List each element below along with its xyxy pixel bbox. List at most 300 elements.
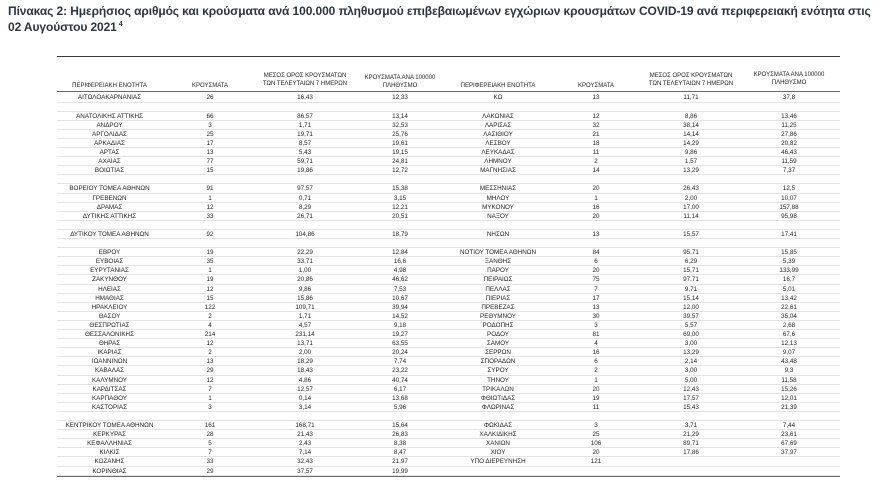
right-rate-cell: 23,61 — [781, 431, 797, 439]
right-rate-cell: 27,86 — [781, 130, 797, 138]
right-rate-cell: 9,07 — [782, 349, 796, 357]
left-cases-cell: 29 — [206, 467, 214, 475]
right-avg7-cell: 15,57 — [683, 230, 699, 238]
right-cases-cell: 2 — [594, 367, 598, 375]
right-cases-cell: 20 — [592, 267, 600, 275]
left-avg7-cell: 37,57 — [297, 467, 313, 475]
right-rate-cell: 37,97 — [781, 449, 797, 457]
left-rate-cell: 24,81 — [392, 158, 408, 166]
left-cases-cell — [162, 103, 258, 112]
left-avg7-cell: 104,86 — [295, 230, 315, 238]
left-avg7-cell: 33,71 — [297, 258, 313, 266]
left-rate-cell: 25,76 — [392, 130, 408, 138]
right-region-cell: ΡΕΘΥΜΝΟΥ — [480, 312, 516, 320]
right-cases-cell: 12 — [592, 112, 600, 120]
left-avg7-cell: 168,71 — [295, 422, 315, 430]
right-region-cell — [448, 412, 548, 421]
right-rate-cell: 7,37 — [782, 167, 796, 175]
right-rate-cell: 5,01 — [782, 285, 796, 293]
left-region-cell: ΑΝΔΡΟΥ — [96, 121, 123, 129]
table-row — [57, 275, 840, 284]
left-rate-cell: 5,96 — [393, 403, 407, 411]
right-rate-cell: 15,26 — [781, 385, 797, 393]
right-region-cell: ΛΑΡΙΣΑΣ — [484, 121, 512, 129]
left-avg7-cell: 0,71 — [298, 194, 312, 202]
right-rate-cell: 9,3 — [784, 367, 794, 375]
right-rate-cell: 12,01 — [781, 394, 797, 402]
right-region-cell: ΛΑΚΩΝΙΑΣ — [482, 112, 514, 120]
right-rate-cell: 11,25 — [781, 121, 797, 129]
right-cases-cell: 18 — [592, 139, 600, 147]
left-rate-cell: 46,62 — [392, 276, 408, 284]
right-region-cell: ΥΠΟ ΔΙΕΡΕΥΝΗΣΗ — [470, 458, 526, 466]
right-region-cell: ΠΕΛΛΑΣ — [485, 285, 511, 293]
right-avg7-cell: 12,43 — [683, 385, 699, 393]
left-cases-cell: 17 — [206, 139, 214, 147]
left-rate-cell: 23,22 — [392, 367, 408, 375]
right-region-cell: ΤΡΙΚΑΛΩΝ — [482, 385, 514, 393]
left-avg7-cell: 8,57 — [298, 139, 312, 147]
left-avg7-cell: 19,86 — [297, 167, 313, 175]
right-rate-cell: 7,44 — [782, 422, 796, 430]
left-rate-cell: 9,18 — [393, 321, 407, 329]
right-avg7-cell — [644, 239, 738, 248]
header-avg7-right-line1: ΜΕΣΟΣ ΟΡΟΣ ΚΡΟΥΣΜΑΤΩΝ — [649, 73, 733, 79]
table-row — [57, 339, 840, 348]
right-avg7-cell: 13,29 — [683, 349, 699, 357]
right-cases-cell: 20 — [592, 185, 600, 193]
right-cases-cell: 17 — [592, 294, 600, 302]
left-avg7-cell: 18,29 — [297, 358, 313, 366]
left-avg7-cell: 15,86 — [297, 294, 313, 302]
left-cases-cell: 91 — [206, 185, 214, 193]
right-rate-cell: 12,13 — [781, 340, 797, 348]
right-avg7-cell: 15,43 — [683, 403, 699, 411]
right-avg7-cell: 97,71 — [683, 276, 699, 284]
right-avg7-cell: 69,00 — [683, 331, 699, 339]
left-rate-cell: 12,21 — [392, 203, 408, 211]
header-avg7-left-line2: ΤΩΝ ΤΕΛΕΥΤΑΙΩΝ 7 ΗΜΕΡΩΝ — [262, 81, 348, 87]
left-rate-cell: 20,24 — [392, 349, 408, 357]
right-rate-cell: 35,04 — [781, 312, 797, 320]
left-region-cell: ΗΡΑΚΛΕΙΟΥ — [91, 303, 128, 311]
right-region-cell: ΛΗΜΝΟΥ — [484, 158, 512, 166]
table-row — [57, 212, 840, 221]
table-row — [57, 403, 840, 412]
right-cases-cell: 3 — [594, 321, 598, 329]
left-region-cell: ΚΕΝΤΡΙΚΟΥ ΤΟΜΕΑ ΑΘΗΝΩΝ — [65, 422, 154, 430]
right-region-cell: ΧΙΟΥ — [490, 449, 506, 457]
table-row — [57, 112, 840, 121]
left-cases-cell: 33 — [206, 458, 214, 466]
right-region-cell: ΠΡΕΒΕΖΑΣ — [481, 303, 515, 311]
table-row — [57, 266, 840, 275]
left-rate-cell: 63,55 — [392, 340, 408, 348]
right-rate-cell: 20,82 — [781, 139, 797, 147]
table-row — [57, 248, 840, 257]
left-avg7-cell — [258, 103, 352, 112]
right-region-cell: ΝΟΤΙΟΥ ΤΟΜΕΑ ΑΘΗΝΩΝ — [459, 249, 537, 257]
right-cases-cell: 16 — [592, 349, 600, 357]
table-row — [57, 467, 840, 476]
left-rate-cell: 13,14 — [392, 112, 408, 120]
table-row — [57, 457, 840, 466]
table-row — [57, 166, 840, 175]
right-region-cell: ΣΥΡΟΥ — [487, 367, 509, 375]
right-avg7-cell — [644, 175, 738, 184]
left-avg7-cell: 19,71 — [297, 130, 313, 138]
right-region-cell: ΣΠΟΡΑΔΩΝ — [480, 358, 516, 366]
left-rate-cell: 32,53 — [392, 121, 408, 129]
left-cases-cell — [162, 239, 258, 248]
right-region-cell — [448, 103, 548, 112]
table-row — [57, 357, 840, 366]
left-avg7-cell: 86,57 — [297, 112, 313, 120]
right-region-cell: ΣΑΜΟΥ — [486, 340, 510, 348]
right-rate-cell — [738, 467, 840, 476]
left-region-cell: ΙΚΑΡΙΑΣ — [97, 349, 122, 357]
left-rate-cell: 39,94 — [392, 303, 408, 311]
table-row — [57, 203, 840, 212]
table-row — [57, 148, 840, 157]
right-avg7-cell — [644, 103, 738, 112]
left-avg7-cell: 2,43 — [298, 440, 312, 448]
right-rate-cell: 17,41 — [781, 230, 797, 238]
left-region-cell: ΓΡΕΒΕΝΩΝ — [92, 194, 127, 202]
left-region-cell: ΚΕΦΑΛΛΗΝΙΑΣ — [87, 440, 132, 448]
right-avg7-cell: 14,14 — [683, 130, 699, 138]
right-region-cell: ΠΕΙΡΑΙΩΣ — [483, 276, 513, 284]
left-cases-cell: 19 — [206, 249, 214, 257]
left-avg7-cell: 109,71 — [295, 303, 315, 311]
left-region-cell: ΕΒΡΟΥ — [98, 249, 121, 257]
right-avg7-cell: 17,57 — [683, 394, 699, 402]
left-region-cell: ΚΕΡΚΥΡΑΣ — [93, 431, 126, 439]
left-cases-cell: 12 — [206, 285, 214, 293]
right-region-cell: ΦΛΩΡΙΝΑΣ — [481, 403, 515, 411]
left-rate-cell: 10,67 — [392, 294, 408, 302]
left-cases-cell: 7 — [208, 449, 212, 457]
right-cases-cell: 20 — [592, 449, 600, 457]
footnote-marker: 4 — [118, 21, 123, 28]
left-avg7-cell: 9,86 — [298, 285, 312, 293]
left-rate-cell: 19,61 — [392, 139, 408, 147]
left-cases-cell: 12 — [206, 203, 214, 211]
right-rate-cell: 16,7 — [782, 276, 796, 284]
right-rate-cell: 15,85 — [781, 249, 797, 257]
left-region-cell: ΑΝΑΤΟΛΙΚΗΣ ΑΤΤΙΚΗΣ — [76, 112, 143, 120]
right-rate-cell — [738, 175, 840, 184]
left-rate-cell: 19,15 — [392, 149, 408, 157]
table-row — [57, 157, 840, 166]
table-row — [57, 230, 840, 239]
left-cases-cell: 5 — [208, 440, 212, 448]
right-avg7-cell: 13,29 — [683, 167, 699, 175]
left-rate-cell: 8,47 — [393, 449, 407, 457]
left-avg7-cell: 12,57 — [297, 385, 313, 393]
right-cases-cell: 21 — [592, 130, 600, 138]
table-row — [57, 93, 840, 102]
table-row — [57, 221, 840, 230]
right-rate-cell: 43,48 — [781, 358, 797, 366]
right-rate-cell — [738, 221, 840, 230]
right-cases-cell: 11 — [592, 403, 600, 411]
right-rate-cell — [738, 457, 840, 466]
right-cases-cell: 30 — [592, 312, 600, 320]
right-region-cell: ΛΕΣΒΟΥ — [485, 139, 511, 147]
left-avg7-cell: 7,14 — [298, 449, 312, 457]
left-region-cell — [57, 221, 162, 230]
right-region-cell: ΚΩ — [493, 94, 503, 102]
table-row — [57, 285, 840, 294]
left-region-cell: ΚΑΣΤΟΡΙΑΣ — [92, 403, 127, 411]
right-rate-cell: 11,59 — [781, 158, 797, 166]
left-avg7-cell — [258, 221, 352, 230]
left-avg7-cell: 3,14 — [298, 403, 312, 411]
left-region-cell: ΚΟΖΑΝΗΣ — [94, 458, 125, 466]
table-row — [57, 103, 840, 112]
left-rate-cell: 8,38 — [393, 440, 407, 448]
right-cases-cell — [548, 239, 644, 248]
right-cases-cell: 11 — [592, 149, 600, 157]
right-avg7-cell: 17,86 — [683, 449, 699, 457]
right-avg7-cell: 6,29 — [684, 258, 698, 266]
right-cases-cell: 7 — [594, 285, 598, 293]
left-avg7-cell: 20,86 — [297, 276, 313, 284]
right-avg7-cell: 2,00 — [684, 194, 698, 202]
left-cases-cell: 12 — [206, 376, 214, 384]
left-avg7-cell: 13,71 — [297, 340, 313, 348]
left-avg7-cell: 0,14 — [298, 394, 312, 402]
right-avg7-cell: 11,14 — [683, 212, 699, 220]
table-row — [57, 184, 840, 193]
header-avg7-left-line1: ΜΕΣΟΣ ΟΡΟΣ ΚΡΟΥΣΜΑΤΩΝ — [263, 73, 347, 79]
right-cases-cell: 16 — [592, 203, 600, 211]
table-row — [57, 139, 840, 148]
left-rate-cell: 12,33 — [392, 94, 408, 102]
left-region-cell — [57, 175, 162, 184]
right-rate-cell: 5,39 — [782, 258, 796, 266]
left-rate-cell: 13,68 — [392, 394, 408, 402]
right-rate-cell: 95,98 — [781, 212, 797, 220]
right-avg7-cell: 15,71 — [683, 267, 699, 275]
left-region-cell: ΑΧΑΙΑΣ — [98, 158, 121, 166]
header-region-right-label: ΠΕΡΙΦΕΡΕΙΑΚΗ ΕΝΟΤΗΤΑ — [460, 83, 536, 89]
right-avg7-cell — [644, 221, 738, 230]
right-cases-cell: 14 — [592, 167, 600, 175]
left-region-cell — [57, 412, 162, 421]
right-avg7-cell: 26,43 — [683, 185, 699, 193]
right-region-cell: ΞΑΝΘΗΣ — [484, 258, 512, 266]
right-rate-cell: 46,43 — [781, 149, 797, 157]
left-rate-cell: 19,27 — [392, 331, 408, 339]
left-region-cell — [57, 239, 162, 248]
left-avg7-cell: 26,71 — [297, 212, 313, 220]
left-cases-cell: 29 — [206, 367, 214, 375]
right-cases-cell — [548, 103, 644, 112]
left-avg7-cell: 59,71 — [297, 158, 313, 166]
left-cases-cell — [162, 175, 258, 184]
left-region-cell: ΙΩΑΝΝΙΝΩΝ — [91, 358, 128, 366]
right-avg7-cell — [644, 457, 738, 466]
left-cases-cell — [162, 221, 258, 230]
right-rate-cell: 67,6 — [782, 331, 796, 339]
left-rate-cell: 16,6 — [393, 258, 407, 266]
right-region-cell: ΜΗΛΟΥ — [486, 194, 510, 202]
left-region-cell: ΚΙΛΚΙΣ — [99, 449, 120, 457]
right-avg7-cell: 5,00 — [684, 376, 698, 384]
right-avg7-cell: 3,00 — [684, 340, 698, 348]
right-cases-cell: 121 — [590, 458, 602, 466]
right-avg7-cell: 2,14 — [684, 358, 698, 366]
left-rate-cell: 3,15 — [393, 194, 407, 202]
right-cases-cell: 20 — [592, 212, 600, 220]
left-cases-cell: 214 — [204, 331, 216, 339]
right-region-cell — [448, 239, 548, 248]
left-avg7-cell — [258, 175, 352, 184]
left-region-cell: ΗΛΕΙΑΣ — [98, 285, 121, 293]
table-row — [57, 194, 840, 203]
right-avg7-cell: 39,57 — [683, 312, 699, 320]
left-cases-cell: 35 — [206, 258, 214, 266]
right-avg7-cell: 95,71 — [683, 249, 699, 257]
right-rate-cell: 22,61 — [781, 303, 797, 311]
left-rate-cell: 19,99 — [392, 467, 408, 475]
left-avg7-cell: 16,43 — [297, 94, 313, 102]
table-row — [57, 430, 840, 439]
left-avg7-cell: 4,57 — [298, 321, 312, 329]
right-region-cell: ΜΑΓΝΗΣΙΑΣ — [480, 167, 516, 175]
right-avg7-cell: 1,57 — [684, 158, 698, 166]
left-region-cell: ΔΥΤΙΚΟΥ ΤΟΜΕΑ ΑΘΗΝΩΝ — [70, 230, 149, 238]
table-row — [57, 321, 840, 330]
left-rate-cell: 18,79 — [392, 230, 408, 238]
right-region-cell — [448, 175, 548, 184]
right-region-cell: ΤΗΝΟΥ — [487, 376, 509, 384]
left-region-cell: ΚΑΛΥΜΝΟΥ — [91, 376, 128, 384]
left-avg7-cell: 231,14 — [295, 331, 315, 339]
header-rate-left-line2: ΠΛΗΘΥΣΜΟ — [382, 83, 418, 89]
right-region-cell — [448, 221, 548, 230]
left-cases-cell: 161 — [204, 422, 216, 430]
left-rate-cell — [352, 412, 448, 421]
left-region-cell: ΕΥΒΟΙΑΣ — [95, 258, 124, 266]
left-avg7-cell: 5,43 — [298, 149, 312, 157]
left-rate-cell: 21,97 — [392, 458, 408, 466]
right-region-cell: ΠΑΡΟΥ — [487, 267, 509, 275]
right-cases-cell: 106 — [590, 440, 602, 448]
table-row — [57, 175, 840, 184]
table-row — [57, 439, 840, 448]
right-region-cell: ΧΑΛΚΙΔΙΚΗΣ — [479, 431, 517, 439]
right-cases-cell — [548, 221, 644, 230]
left-cases-cell: 33 — [206, 212, 214, 220]
left-rate-cell — [352, 239, 448, 248]
right-rate-cell: 67,69 — [781, 440, 797, 448]
left-rate-cell: 6,17 — [393, 385, 407, 393]
left-avg7-cell: 21,43 — [297, 431, 313, 439]
table-row — [57, 394, 840, 403]
right-avg7-cell: 3,71 — [684, 422, 698, 430]
right-region-cell: ΛΑΣΙΘΙΟΥ — [483, 130, 513, 138]
right-avg7-cell: 17,00 — [683, 203, 699, 211]
table-row — [57, 121, 840, 130]
right-cases-cell: 81 — [592, 331, 600, 339]
right-rate-cell: 10,07 — [781, 194, 797, 202]
left-rate-cell: 7,53 — [393, 285, 407, 293]
left-cases-cell: 1 — [208, 394, 212, 402]
left-region-cell: ΘΑΣΟΥ — [98, 312, 121, 320]
left-region-cell: ΚΑΡΔΙΤΣΑΣ — [92, 385, 127, 393]
table-row — [57, 448, 840, 457]
right-region-cell: ΝΑΞΟΥ — [487, 212, 509, 220]
left-region-cell: ΕΥΡΥΤΑΝΙΑΣ — [90, 267, 129, 275]
left-region-cell: ΖΑΚΥΝΘΟΥ — [92, 276, 127, 284]
left-region-cell: ΘΕΣΠΡΩΤΙΑΣ — [89, 321, 130, 329]
left-cases-cell: 15 — [206, 167, 214, 175]
left-cases-cell: 26 — [206, 94, 214, 102]
right-rate-cell — [738, 103, 840, 112]
right-cases-cell: 6 — [594, 358, 598, 366]
left-avg7-cell: 4,86 — [298, 376, 312, 384]
left-region-cell: ΚΑΒΑΛΑΣ — [94, 367, 125, 375]
left-region-cell: ΔΥΤΙΚΗΣ ΑΤΤΙΚΗΣ — [82, 212, 137, 220]
right-avg7-cell: 9,71 — [684, 285, 698, 293]
left-avg7-cell: 1,71 — [298, 312, 312, 320]
left-region-cell — [57, 103, 162, 112]
right-cases-cell: 3 — [594, 422, 598, 430]
header-cases-left-label: ΚΡΟΥΣΜΑΤΑ — [192, 83, 228, 89]
left-rate-cell: 15,64 — [392, 422, 408, 430]
table-row — [57, 421, 840, 430]
left-region-cell: ΔΡΑΜΑΣ — [96, 203, 123, 211]
left-region-cell: ΚΟΡΙΝΘΙΑΣ — [92, 467, 127, 475]
left-cases-cell: 1 — [208, 194, 212, 202]
left-rate-cell: 12,84 — [392, 249, 408, 257]
left-cases-cell: 19 — [206, 276, 214, 284]
right-region-cell: ΠΙΕΡΙΑΣ — [485, 294, 511, 302]
right-rate-cell: 37,8 — [782, 94, 796, 102]
right-region-cell — [448, 467, 548, 476]
left-region-cell: ΘΕΣΣΑΛΟΝΙΚΗΣ — [85, 331, 134, 339]
left-cases-cell: 25 — [206, 130, 214, 138]
right-cases-cell: 13 — [592, 303, 600, 311]
right-avg7-cell: 3,00 — [684, 367, 698, 375]
right-rate-cell: 11,58 — [781, 376, 797, 384]
right-cases-cell — [548, 412, 644, 421]
right-cases-cell: 6 — [594, 258, 598, 266]
left-cases-cell: 3 — [208, 403, 212, 411]
left-avg7-cell: 8,29 — [298, 203, 312, 211]
left-rate-cell: 12,72 — [392, 167, 408, 175]
table-caption-text: Πίνακας 2: Ημερήσιος αριθμός και κρούσματα ανά 100.000 πληθυσμού επιβεβαιωμένων εγχώριων κρουσμάτων COVID-19 ανά περιφερειακή ενότητα στις 02 Αυγούστου 2021 — [8, 4, 871, 34]
left-cases-cell: 13 — [206, 358, 214, 366]
left-cases-cell: 2 — [208, 349, 212, 357]
right-rate-cell: 157,88 — [779, 203, 799, 211]
right-region-cell: ΜΥΚΟΝΟΥ — [482, 203, 514, 211]
right-avg7-cell: 12,00 — [683, 303, 699, 311]
left-avg7-cell: 1,00 — [298, 267, 312, 275]
left-rate-cell — [352, 221, 448, 230]
left-region-cell: ΑΡΤΑΣ — [99, 149, 120, 157]
right-avg7-cell — [644, 412, 738, 421]
left-region-cell: ΒΟΡΕΙΟΥ ΤΟΜΕΑ ΑΘΗΝΩΝ — [69, 185, 150, 193]
table-row — [57, 412, 840, 421]
left-rate-cell: 7,74 — [393, 358, 407, 366]
left-avg7-cell: 97,57 — [297, 185, 313, 193]
right-avg7-cell: 5,57 — [684, 321, 698, 329]
left-cases-cell: 4 — [208, 321, 212, 329]
